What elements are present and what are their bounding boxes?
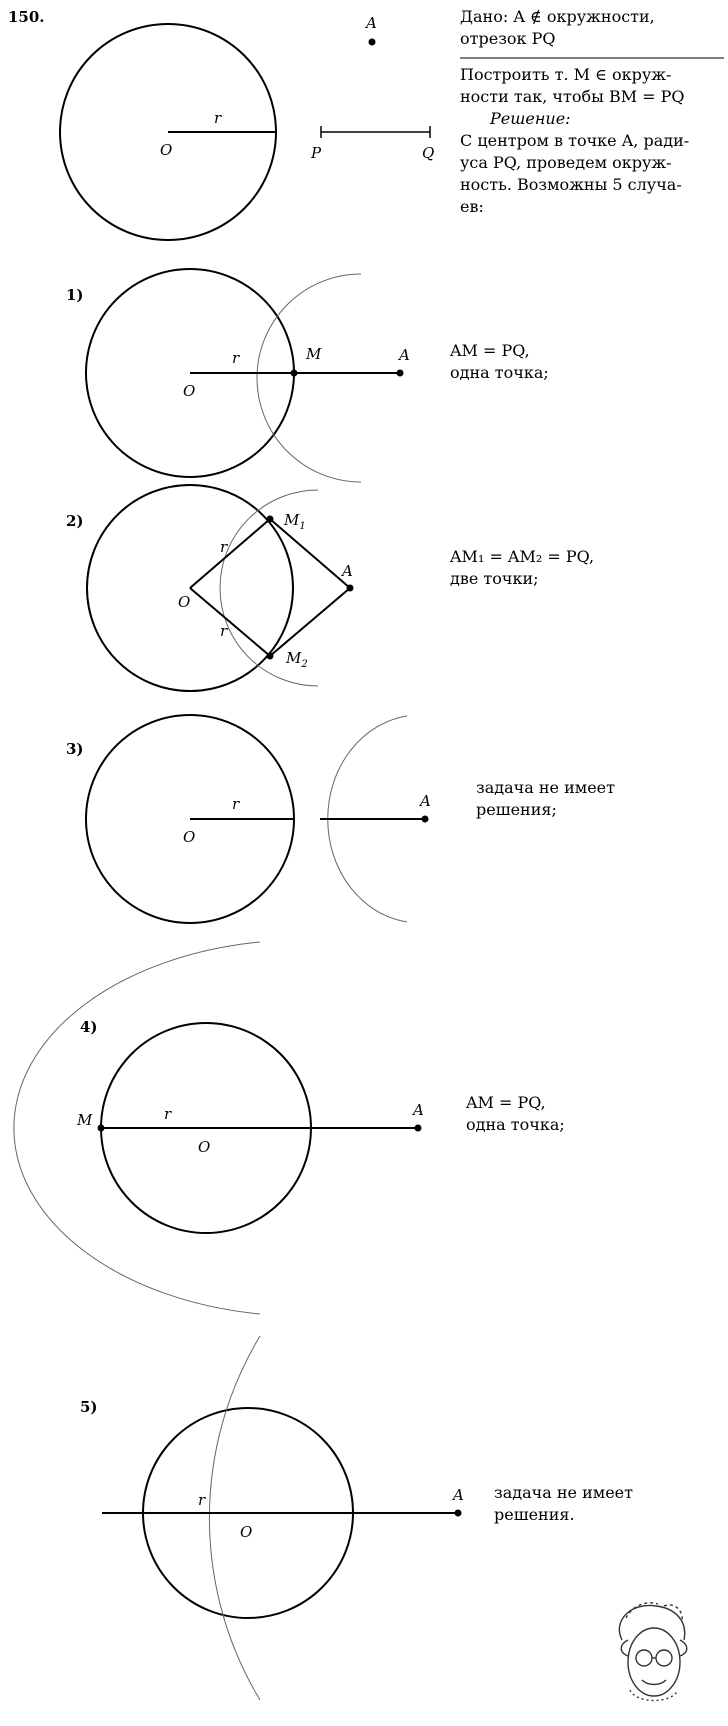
case-1-label-a: A bbox=[399, 346, 410, 364]
case-4-label-r: r bbox=[164, 1105, 172, 1123]
case-2-label-o: O bbox=[178, 593, 191, 611]
case-2-text-2: две точки; bbox=[450, 569, 539, 588]
case-5-text-2: решения. bbox=[494, 1505, 575, 1524]
case-4-label-o: O bbox=[198, 1138, 211, 1156]
case-2-label-r1: r bbox=[220, 538, 228, 556]
case-4-number: 4) bbox=[80, 1018, 98, 1036]
problem-number: 150. bbox=[8, 8, 45, 26]
solution-line-2: уса PQ, проведем окруж- bbox=[460, 153, 672, 172]
solution-heading: Решение: bbox=[490, 109, 571, 128]
problem-text bbox=[460, 7, 724, 216]
case-1-label-o: O bbox=[183, 382, 196, 400]
case-1-label-m: M bbox=[306, 345, 322, 363]
case-1-number: 1) bbox=[66, 286, 84, 304]
case-5-point-a bbox=[455, 1510, 462, 1517]
case-2-label-m1: $M_1$ bbox=[284, 511, 306, 532]
point-a bbox=[369, 39, 376, 46]
case-5-label-r: r bbox=[198, 1491, 206, 1509]
case-3-point-a bbox=[422, 816, 429, 823]
case-1-point-a bbox=[397, 370, 404, 377]
case-1-point-m bbox=[291, 370, 298, 377]
label-r: r bbox=[214, 109, 222, 127]
case-2 bbox=[66, 485, 594, 691]
case-4-text-1: AM = PQ, bbox=[466, 1093, 546, 1112]
solution-line-4: ев: bbox=[460, 197, 484, 216]
case-2-radius-1 bbox=[190, 519, 270, 588]
task-line-2: ности так, чтобы BM = PQ bbox=[460, 87, 685, 106]
given-figure bbox=[60, 14, 434, 240]
case-1 bbox=[66, 269, 549, 482]
case-2-am1 bbox=[270, 519, 350, 588]
professor-mascot-icon bbox=[619, 1603, 686, 1701]
case-1-label-r: r bbox=[232, 349, 240, 367]
solution-line-1: С центром в точке A, ради- bbox=[460, 131, 690, 150]
case-2-radius-2 bbox=[190, 588, 270, 656]
case-3-label-a: A bbox=[420, 792, 431, 810]
case-5-label-a: A bbox=[453, 1486, 464, 1504]
case-5-arc bbox=[209, 1336, 260, 1700]
case-1-arc bbox=[257, 274, 361, 482]
case-4 bbox=[14, 942, 565, 1314]
case-3-label-o: O bbox=[183, 828, 196, 846]
case-3-number: 3) bbox=[66, 740, 84, 758]
case-4-label-a: A bbox=[413, 1101, 424, 1119]
case-4-text-2: одна точка; bbox=[466, 1115, 565, 1134]
given-line-2: отрезок PQ bbox=[460, 29, 556, 48]
case-2-label-a: A bbox=[342, 562, 353, 580]
case-2-am2 bbox=[270, 588, 350, 656]
case-5-label-o: O bbox=[240, 1523, 253, 1541]
case-2-text-1: AM₁ = AM₂ = PQ, bbox=[450, 547, 595, 566]
case-1-text-1: AM = PQ, bbox=[450, 341, 530, 360]
case-3-label-r: r bbox=[232, 795, 240, 813]
case-2-point-m1 bbox=[267, 516, 274, 523]
case-2-number: 2) bbox=[66, 512, 84, 530]
case-3-text-1: задача не имеет bbox=[476, 778, 615, 797]
case-4-point-a bbox=[415, 1125, 422, 1132]
case-2-point-a bbox=[347, 585, 354, 592]
case-5-text-1: задача не имеет bbox=[494, 1483, 633, 1502]
case-3-text-2: решения; bbox=[476, 800, 557, 819]
label-a: A bbox=[366, 14, 377, 32]
label-p: P bbox=[311, 144, 322, 162]
case-3 bbox=[66, 715, 615, 923]
case-2-label-r2: r bbox=[220, 622, 228, 640]
case-4-point-m bbox=[98, 1125, 105, 1132]
given-line-1: Дано: A ∉ окружности, bbox=[460, 7, 655, 26]
case-2-point-m2 bbox=[267, 653, 274, 660]
case-2-label-m2: $M_2$ bbox=[286, 649, 308, 670]
label-o: O bbox=[160, 141, 173, 159]
case-4-label-m: M bbox=[77, 1111, 93, 1129]
case-5-number: 5) bbox=[80, 1398, 98, 1416]
case-5 bbox=[80, 1336, 633, 1700]
task-line-1: Построить т. M ∈ окруж- bbox=[460, 65, 672, 84]
label-q: Q bbox=[422, 144, 435, 162]
case-1-text-2: одна точка; bbox=[450, 363, 549, 382]
solution-line-3: ность. Возможны 5 случа- bbox=[460, 175, 682, 194]
